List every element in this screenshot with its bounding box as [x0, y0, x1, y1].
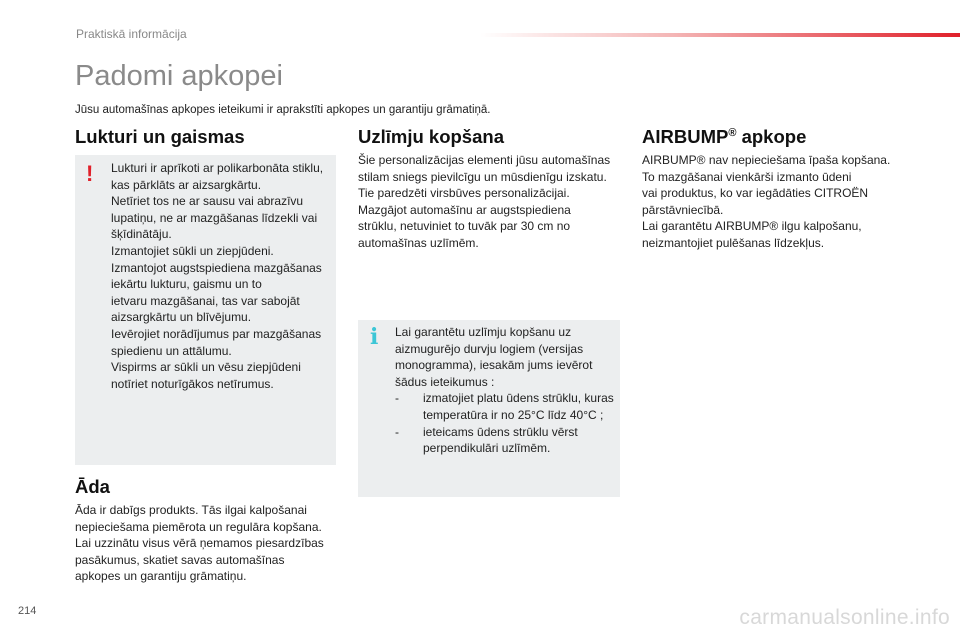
- page-number: 214: [18, 605, 37, 617]
- bullet-line: - ieteicams ūdens strūklu vērst: [395, 424, 578, 439]
- page-title: Padomi apkopei: [75, 60, 283, 92]
- text-line: notīriet noturīgākos netīrumus.: [111, 376, 274, 391]
- text-line: Lukturi ir aprīkoti ar polikarbonāta stiklu,: [111, 161, 324, 175]
- text-line: aizsargkārtu un blīvējumu.: [111, 310, 252, 325]
- stickers-info-text: [395, 324, 614, 457]
- text-line: Ievērojiet norādījumus par mazgāšanas: [111, 326, 322, 341]
- text-line: monogramma), iesakām jums ievērot: [395, 358, 593, 373]
- text-line: Lai garantētu uzlīmju kopšanu uz: [395, 325, 572, 339]
- lights-heading: Lukturi un gaismas: [75, 126, 245, 147]
- text-line: spiedienu un attālumu.: [111, 343, 232, 358]
- text-line: šādus ieteikumus :: [395, 374, 495, 389]
- text-line: kas pārklāts ar aizsargkārtu.: [111, 177, 262, 192]
- section-header: Praktiskā informācija: [76, 27, 187, 41]
- bullet-line: - izmatojiet platu ūdens strūklu, kuras: [395, 391, 614, 406]
- text-line: Lai garantētu AIRBUMP® ilgu kalpošanu,: [642, 219, 862, 234]
- exclamation-icon: !: [86, 161, 94, 186]
- text-line: vai produktus, ko var iegādāties CITROËN: [642, 186, 869, 201]
- text-line: strūklu, netuviniet to tuvāk par 30 cm no: [358, 219, 571, 234]
- airbump-text: [642, 152, 890, 252]
- leather-heading: Āda: [75, 476, 110, 497]
- stickers-heading: Uzlīmju kopšana: [358, 126, 504, 147]
- text-line: Izmantojiet sūkli un ziepjūdeni.: [111, 243, 274, 258]
- text-line: apkopes un garantiju grāmatiņu.: [75, 569, 247, 584]
- text-line: To mazgāšanai vienkārši izmanto ūdeni: [642, 169, 852, 184]
- text-line: stilam sniegs pievilcīgu un mūsdienīgu izskatu.: [358, 169, 607, 184]
- text-line: Tie paredzēti virsbūves personalizācijai.: [358, 186, 570, 201]
- stickers-info-box: [358, 320, 620, 497]
- text-line: šķīdinātāju.: [111, 227, 172, 242]
- page-subtitle: Jūsu automašīnas apkopes ieteikumi ir aprakstīti apkopes un garantiju grāmatiņā.: [75, 104, 491, 116]
- text-line: Mazgājot automašīnu ar augstspiediena: [358, 202, 571, 217]
- text-line: Lai uzzinātu visus vērā ņemamos piesardzības: [75, 536, 324, 551]
- text-line: iekārtu lukturu, gaismu un to: [111, 277, 262, 292]
- bullet-line: perpendikulāri uzlīmēm.: [423, 441, 551, 456]
- text-line: Āda ir dabīgs produkts. Tās ilgai kalpošanai: [75, 503, 307, 517]
- lights-warning-box: [75, 155, 336, 465]
- text-line: Netīriet tos ne ar sausu vai abrazīvu: [111, 194, 304, 209]
- text-line: AIRBUMP® nav nepieciešama īpaša kopšana.: [642, 153, 891, 167]
- text-line: pārstāvniecībā.: [642, 202, 724, 217]
- watermark: carmanualsonline.info: [739, 606, 950, 629]
- stickers-text: [358, 152, 610, 252]
- info-icon: i: [370, 324, 379, 350]
- airbump-heading: AIRBUMP® apkope: [642, 126, 807, 147]
- header-divider: [480, 33, 960, 37]
- text-line: neizmantojiet pulēšanas līdzekļus.: [642, 235, 825, 250]
- text-line: lupatiņu, ne ar mazgāšanas līdzekli vai: [111, 210, 318, 225]
- bullet-line: temperatūra ir no 25°C līdz 40°C ;: [423, 407, 604, 422]
- text-line: Izmantojot augstspiediena mazgāšanas: [111, 260, 322, 275]
- text-line: aizmugurējo durvju logiem (versijas: [395, 341, 584, 356]
- lights-text: [111, 160, 323, 392]
- text-line: ietvaru mazgāšanai, tas var sabojāt: [111, 293, 300, 308]
- text-line: nepieciešama piemērota un regulāra kopšana.: [75, 519, 322, 534]
- text-line: Vispirms ar sūkli un vēsu ziepjūdeni: [111, 360, 301, 375]
- leather-text: [75, 502, 324, 585]
- text-line: automašīnas uzlīmēm.: [358, 235, 479, 250]
- text-line: Šie personalizācijas elementi jūsu automašīnas: [358, 153, 611, 167]
- text-line: pasākumus, skatiet savas automašīnas: [75, 552, 285, 567]
